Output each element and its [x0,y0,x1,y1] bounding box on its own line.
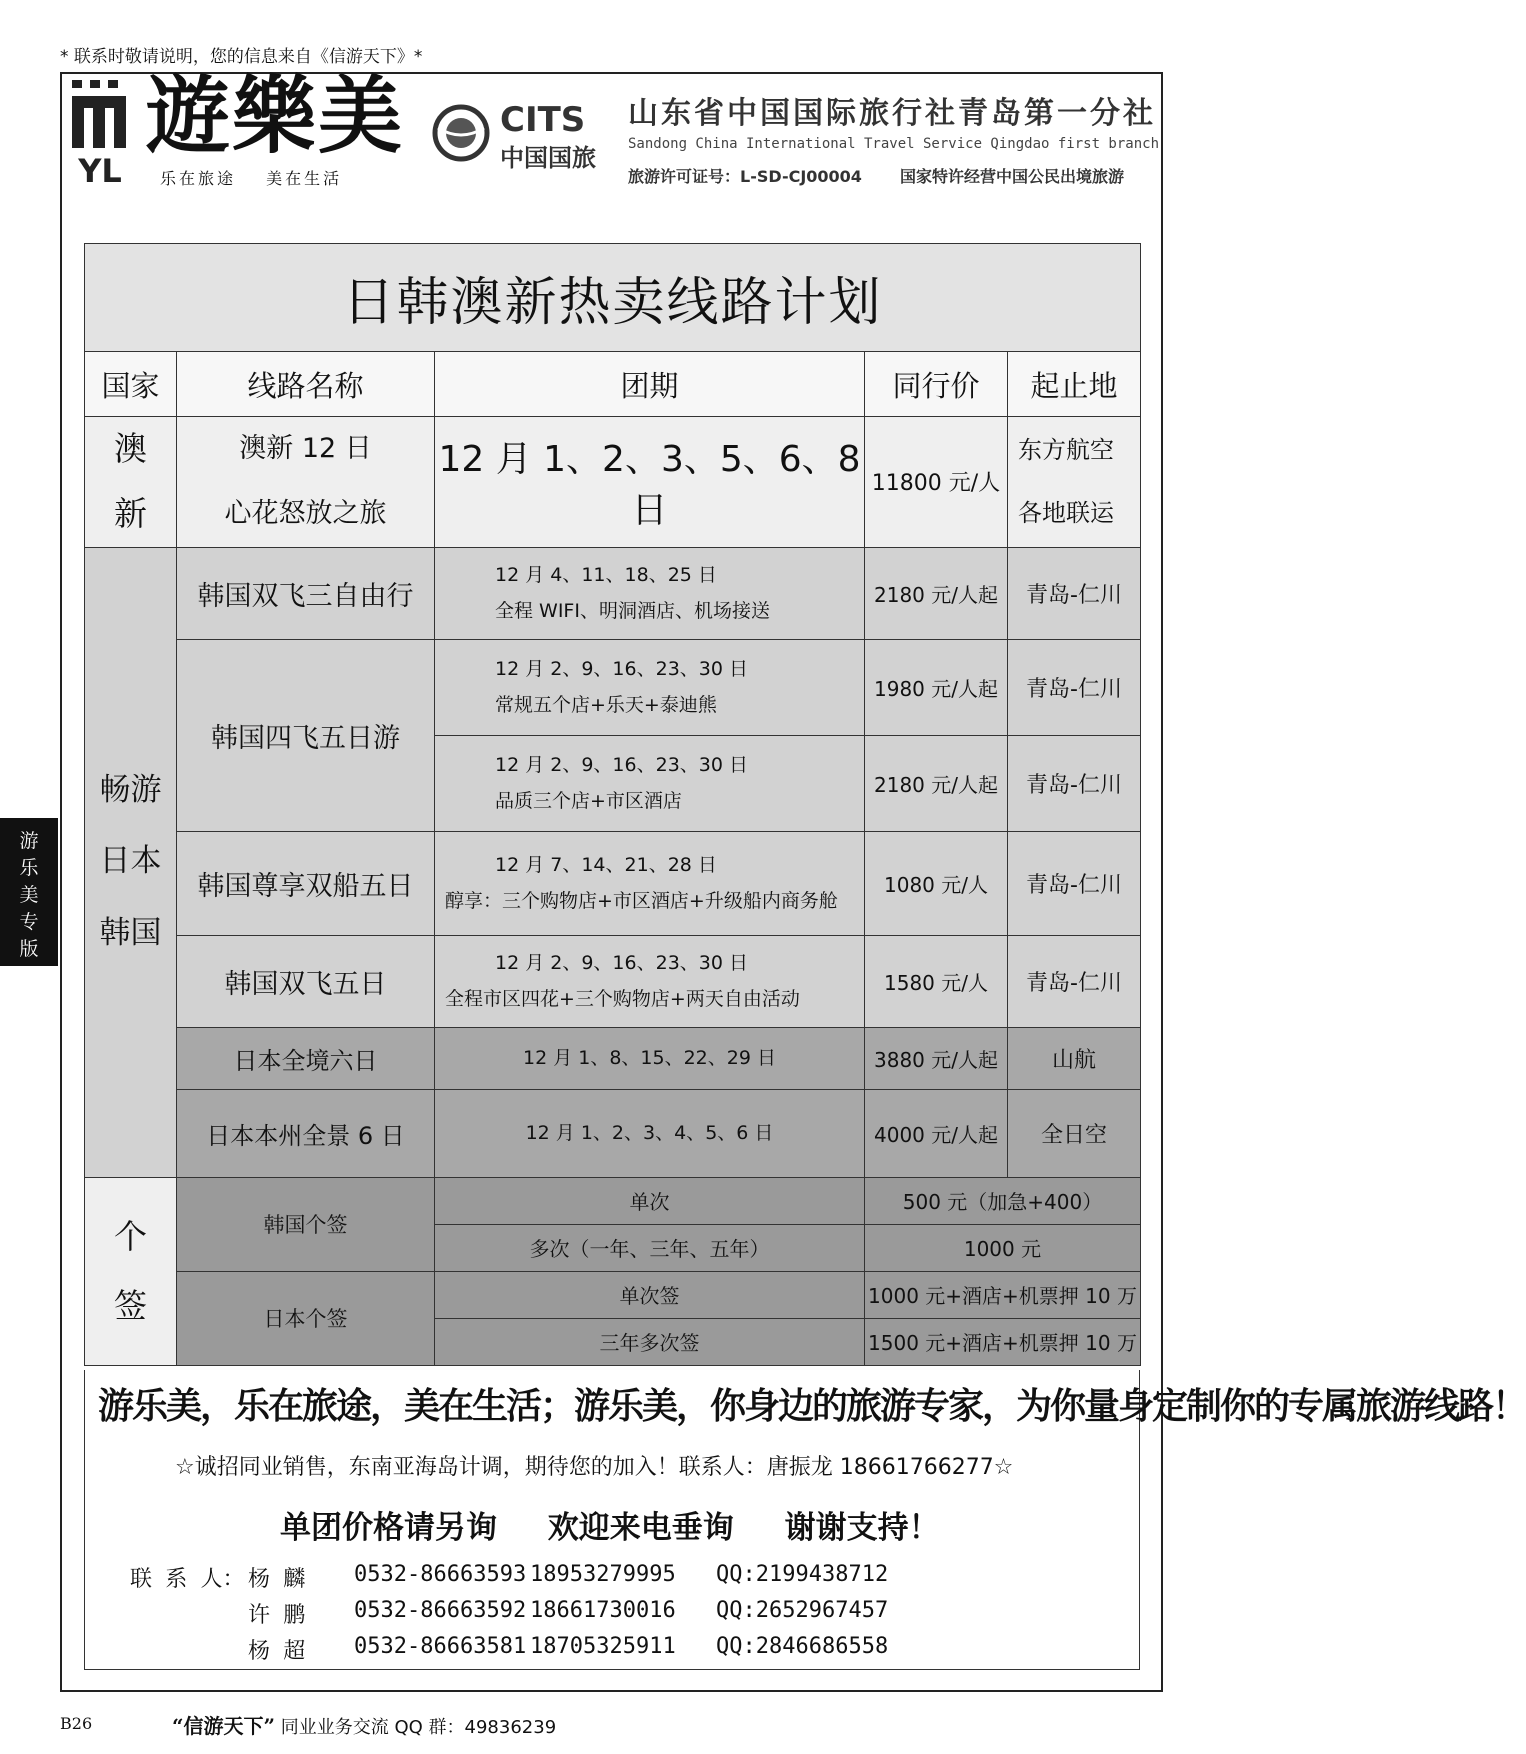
contact-name: 杨 麟 [248,1567,306,1592]
route-cell: 韩国四飞五日游 [177,639,435,831]
header-cell: 同行价 [865,352,1008,417]
section-side-tab: 游 乐 美 专 版 [0,818,58,966]
contact-name: 杨 超 [248,1639,306,1664]
contact-qq: QQ:2199438712 [716,1562,889,1587]
contact-qq: QQ:2846686558 [716,1634,889,1659]
place-cell: 青岛-仁川 [1008,935,1141,1027]
contact-name: 许 鹏 [248,1603,306,1628]
table-title: 日韩澳新热卖线路计划 [85,244,1141,352]
visa-type-cell: 日本个签 [177,1271,435,1365]
dates-cell: 12 月 4、11、18、25 日 全程 WIFI、明洞酒店、机场接送 [435,547,865,639]
country-cell: 畅游 日本 韩国 [85,547,177,1177]
contact-qq: QQ:2652967457 [716,1598,889,1623]
price-cell: 1580 元/人 [865,935,1008,1027]
dates-cell: 12 月 2、9、16、23、30 日 全程市区四花+三个购物店+两天自由活动 [435,935,865,1027]
visa-option-cell: 多次（一年、三年、五年） [435,1224,865,1271]
visa-option-cell: 三年多次签 [435,1318,865,1365]
route-cell: 澳新 12 日 心花怒放之旅 [177,417,435,548]
price-cell: 2180 元/人起 [865,735,1008,831]
brand-name: 遊樂美 [146,66,405,165]
price-cell: 11800 元/人 [865,417,1008,548]
promo-slogan: 游乐美，乐在旅途，美在生活；游乐美，你身边的旅游专家，为你量身定制你的专属旅游线路！ [98,1385,1526,1427]
table-row [85,935,1141,1027]
visa-option-cell: 单次 [435,1177,865,1224]
table-row [85,1089,1141,1177]
table-row [85,417,1141,548]
visa-price-cell: 500 元（加急+400） [865,1177,1141,1224]
price-cell: 2180 元/人起 [865,547,1008,639]
dates-cell: 12 月 1、2、3、5、6、8 日 [435,417,865,548]
page-footer: “信游天下” 同业业务交流 QQ 群：49836239 [172,1714,557,1738]
table-row [85,1027,1141,1089]
agency-name: 山东省中国国际旅行社青岛第一分社 [628,96,1156,131]
cits-logo-text: CITS [500,100,586,140]
youlemei-logo-icon [68,78,132,190]
contact-mobile: 18705325911 [530,1634,676,1659]
cits-globe-icon [432,98,490,168]
place-cell: 青岛-仁川 [1008,831,1141,935]
place-cell: 全日空 [1008,1089,1141,1177]
header-cell: 线路名称 [177,352,435,417]
contact-label: 联 系 人： [130,1567,245,1592]
contact-mobile: 18953279995 [530,1562,676,1587]
place-cell: 东方航空 各地联运 [1008,417,1141,548]
header-cell: 国家 [85,352,177,417]
contact-phone: 0532-86663581 [354,1634,527,1659]
visa-price-cell: 1500 元+酒店+机票押 10 万 [865,1318,1141,1365]
place-cell: 青岛-仁川 [1008,639,1141,735]
place-cell: 青岛-仁川 [1008,735,1141,831]
dates-cell: 12 月 7、14、21、28 日 醇享：三个购物店+市区酒店+升级船内商务舱 [435,831,865,935]
table-header [85,352,1141,417]
header-cell: 起止地 [1008,352,1141,417]
contact-mobile: 18661730016 [530,1598,676,1623]
license-number: 旅游许可证号：L-SD-CJ00004 [628,167,862,186]
route-cell: 韩国双飞五日 [177,935,435,1027]
contact-phone: 0532-86663593 [354,1562,527,1587]
brand-slogan: 乐在旅途 美在生活 [160,169,343,188]
visa-price-cell: 1000 元+酒店+机票押 10 万 [865,1271,1141,1318]
price-cell: 1980 元/人起 [865,639,1008,735]
visa-option-cell: 单次签 [435,1271,865,1318]
cits-cn-text: 中国国旅 [500,144,596,172]
place-cell: 山航 [1008,1027,1141,1089]
agency-name-en: Sandong China International Travel Service Qingdao first branch [628,136,1160,152]
recruit-notice: ☆诚招同业销售，东南亚海岛计调，期待您的加入！联系人：唐振龙 18661766277☆ [175,1455,1014,1480]
table-row [85,1177,1141,1224]
country-cell: 澳 新 [85,417,177,548]
page-number: B26 [60,1714,93,1733]
route-cell: 日本本州全景 6 日 [177,1089,435,1177]
place-cell: 青岛-仁川 [1008,547,1141,639]
route-cell: 韩国尊享双船五日 [177,831,435,935]
table-row [85,831,1141,935]
table-row [85,639,1141,735]
outbound-license: 国家特许经营中国公民出境旅游 [900,167,1125,186]
price-cell: 3880 元/人起 [865,1027,1008,1089]
price-cell: 1080 元/人 [865,831,1008,935]
table-row [85,1271,1141,1318]
visa-type-cell: 韩国个签 [177,1177,435,1271]
header-cell: 团期 [435,352,865,417]
route-cell: 韩国双飞三自由行 [177,547,435,639]
source-note: * 联系时敬请说明，您的信息来自《信游天下》* [60,47,423,67]
route-cell: 日本全境六日 [177,1027,435,1089]
price-cell: 4000 元/人起 [865,1089,1008,1177]
svg-text:YL: YL [78,152,122,190]
dates-cell: 12 月 1、2、3、4、5、6 日 [435,1089,865,1177]
inquiry-banner: 单团价格请另询 欢迎来电垂询 谢谢支持！ [280,1510,940,1546]
visa-price-cell: 1000 元 [865,1224,1141,1271]
table-row [85,547,1141,639]
contact-phone: 0532-86663592 [354,1598,527,1623]
dates-cell: 12 月 2、9、16、23、30 日 品质三个店+市区酒店 [435,735,865,831]
route-table [84,243,1141,1366]
dates-cell: 12 月 2、9、16、23、30 日 常规五个店+乐天+泰迪熊 [435,639,865,735]
country-cell: 个 签 [85,1177,177,1365]
dates-cell: 12 月 1、8、15、22、29 日 [435,1027,865,1089]
